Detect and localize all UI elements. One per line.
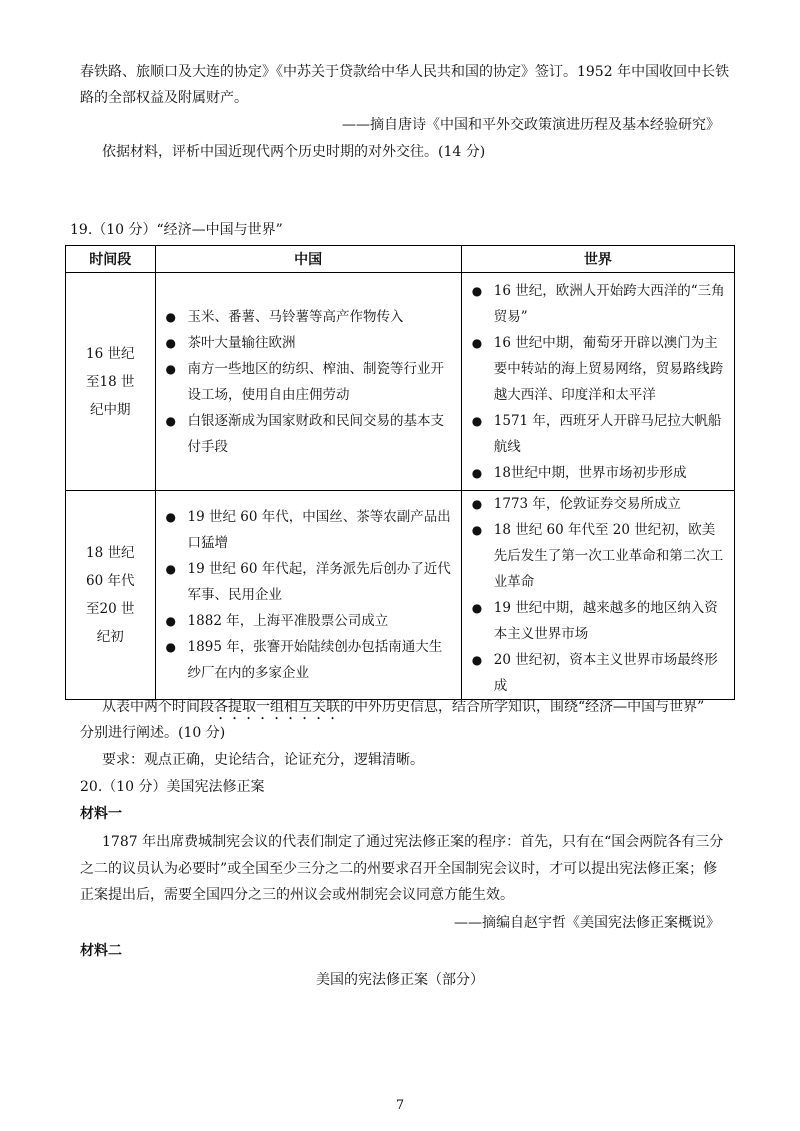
intro-source: ——摘自唐诗《中国和平外交政策演进历程及基本经验研究》 xyxy=(342,117,720,133)
material-one-line-3: 正案提出后，需要全国四分之三的州议会或州制宪会议同意方能生效。 xyxy=(80,887,514,903)
q19-prompt xyxy=(102,697,720,723)
list-item: ● 20 世纪初，资本主义世界市场最终形成 xyxy=(470,647,728,699)
table-row xyxy=(66,273,735,491)
china-cell xyxy=(155,491,461,700)
list-item: ● 南方一些地区的纺织、榨油、制瓷等行业开设工场，使用自由庄佣劳动 xyxy=(164,356,455,408)
period-cell xyxy=(66,273,156,491)
list-item: ● 茶叶大量输往欧洲 xyxy=(164,330,455,356)
list-item: ● 18 世纪 60 年代至 20 世纪初，欧美先后发生了第一次工业革命和第二次工业革命 xyxy=(470,517,728,595)
list-item: ● 玉米、番薯、马铃薯等高产作物传入 xyxy=(164,304,455,330)
prompt-post: 的中外历史信息，结合所学知识，围绕“经济—中国与世界” xyxy=(340,699,705,715)
list-item: ● 1895 年，张謇开始陆续创办包括南通大生纱厂在内的多家企业 xyxy=(164,634,455,686)
list-item: ● 白银逐渐成为国家财政和民间交易的基本支付手段 xyxy=(164,408,455,460)
list-item: ● 19 世纪中期，越来越多的地区纳入资本主义世界市场 xyxy=(470,595,728,647)
list-item: ● 16 世纪，欧洲人开始跨大西洋的“三角贸易” xyxy=(470,278,728,330)
table-header-row xyxy=(66,246,735,273)
list-item: ● 16 世纪中期，葡萄牙开辟以澳门为主要中转站的海上贸易网络，贸易路线跨越大西洋、印度洋和太平洋 xyxy=(470,330,728,408)
table-row xyxy=(66,491,735,700)
list-item: ● 1773 年，伦敦证券交易所成立 xyxy=(470,491,728,517)
intro-line-2: 路的全部权益及附属财产。 xyxy=(80,90,248,106)
period-label: 16 世纪至18 世纪中期 xyxy=(86,345,135,418)
list-item: ● 1882 年，上海平准股票公司成立 xyxy=(164,608,455,634)
list-item: ● 1571 年，西班牙人开辟马尼拉大帆船航线 xyxy=(470,408,728,460)
world-cell xyxy=(461,491,734,700)
header-world: 世界 xyxy=(461,246,734,273)
intro-line-1: 春铁路、旅顺口及大连的协定》《中苏关于贷款给中华人民共和国的协定》签订。1952 年中国收回中长铁 xyxy=(80,64,730,80)
world-cell xyxy=(461,273,734,491)
period-label: 18 世纪60 年代至20 世纪初 xyxy=(86,545,135,645)
china-cell xyxy=(155,273,461,491)
header-period: 时间段 xyxy=(66,246,156,273)
material-one-line-2: 之二的议员认为必要时”或全国至少三分之二的州要求召开全国制宪会议时，才可以提出宪法修正案；修 xyxy=(80,861,718,877)
list-item: ● 18世纪中期，世界市场初步形成 xyxy=(470,460,728,486)
q19-requirement: 要求：观点正确，史论结合，论证充分，逻辑清晰。 xyxy=(102,752,424,768)
header-china: 中国 xyxy=(155,246,461,273)
q19-table xyxy=(65,245,735,700)
q19-title: 19.（10 分）“经济—中国与世界” xyxy=(70,222,283,238)
material-one-line-1: 1787 年出席费城制宪会议的代表们制定了通过宪法修正案的程序：首先，只有在“国会两院各有三分 xyxy=(102,834,724,850)
q20-title: 20.（10 分）美国宪法修正案 xyxy=(80,779,265,795)
q19-prompt-line-2: 分别进行阐述。(10 分) xyxy=(80,725,226,741)
intro-question: 依据材料，评析中国近现代两个历史时期的对外交往。(14 分) xyxy=(102,144,486,160)
material-one-source: ——摘编自赵宇哲《美国宪法修正案概说》 xyxy=(454,915,720,931)
page-number: 7 xyxy=(395,1098,405,1113)
material-one-label: 材料一 xyxy=(80,806,122,822)
prompt-emphasis: 各提取一组相互关联 xyxy=(214,699,340,715)
material-two-label: 材料二 xyxy=(80,943,122,959)
list-item: ● 19 世纪 60 年代，中国丝、茶等农副产品出口猛增 xyxy=(164,504,455,556)
material-two-caption: 美国的宪法修正案（部分） xyxy=(316,972,484,988)
period-cell xyxy=(66,491,156,700)
list-item: ● 19 世纪 60 年代起，洋务派先后创办了近代军事、民用企业 xyxy=(164,556,455,608)
prompt-pre: 从表中两个时间段 xyxy=(102,699,214,715)
